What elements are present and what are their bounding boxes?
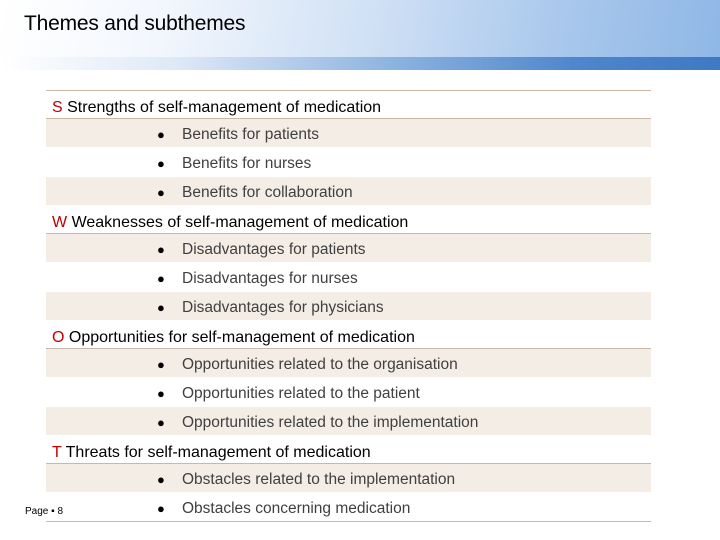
table-row [46, 493, 651, 522]
section-heading-strengths [46, 91, 651, 119]
bullet-icon: ● [157, 386, 165, 401]
section-heading-threats [46, 436, 651, 464]
swot-table [46, 90, 651, 522]
page-label-text: Page [25, 506, 49, 517]
section-letter: W [52, 214, 68, 231]
section-title: Strengths of self-management of medication [67, 99, 382, 116]
table-row [46, 177, 651, 206]
bullet-icon: ● [157, 271, 165, 286]
header-accent-bar [0, 57, 720, 70]
subtheme-text: Benefits for collaboration [182, 184, 353, 201]
section-heading-opportunities [46, 321, 651, 349]
section-letter: S [52, 99, 63, 116]
page-number-footer: Page ▪ 8 [25, 506, 64, 517]
table-row [46, 263, 651, 292]
slide-title: Themes and subthemes [24, 12, 246, 35]
subtheme-text: Benefits for patients [182, 126, 319, 143]
bullet-icon: ● [157, 357, 165, 372]
section-letter: O [52, 329, 65, 346]
bullet-icon: ● [157, 300, 165, 315]
bullet-icon: ● [157, 156, 165, 171]
bullet-icon: ● [157, 185, 165, 200]
subtheme-text: Disadvantages for patients [182, 241, 366, 258]
subtheme-text: Opportunities related to the patient [182, 385, 420, 402]
subtheme-text: Disadvantages for physicians [182, 299, 384, 316]
table-row [46, 378, 651, 407]
table-row [46, 292, 651, 321]
table-row [46, 234, 651, 263]
subtheme-text: Obstacles concerning medication [182, 500, 411, 517]
bullet-icon: ● [157, 127, 165, 142]
table-row [46, 119, 651, 148]
table-row [46, 464, 651, 493]
subtheme-text: Opportunities related to the implementation [182, 414, 479, 431]
subtheme-text: Opportunities related to the organisation [182, 356, 458, 373]
subtheme-text: Disadvantages for nurses [182, 270, 358, 287]
table-row [46, 407, 651, 436]
bullet-icon: ● [157, 472, 165, 487]
section-title: Opportunities for self-management of medication [68, 329, 415, 346]
table-row [46, 349, 651, 378]
section-letter: T [52, 444, 62, 461]
subtheme-text: Obstacles related to the implementation [182, 471, 456, 488]
bullet-icon: ● [157, 501, 165, 516]
bullet-icon: ● [157, 242, 165, 257]
section-title: Threats for self-management of medication [65, 444, 371, 461]
section-title: Weaknesses of self-management of medication [71, 214, 409, 231]
bullet-icon: ● [157, 415, 165, 430]
table-row [46, 148, 651, 177]
page-number: 8 [57, 506, 64, 517]
subtheme-text: Benefits for nurses [182, 155, 312, 172]
section-heading-weaknesses [46, 206, 651, 234]
